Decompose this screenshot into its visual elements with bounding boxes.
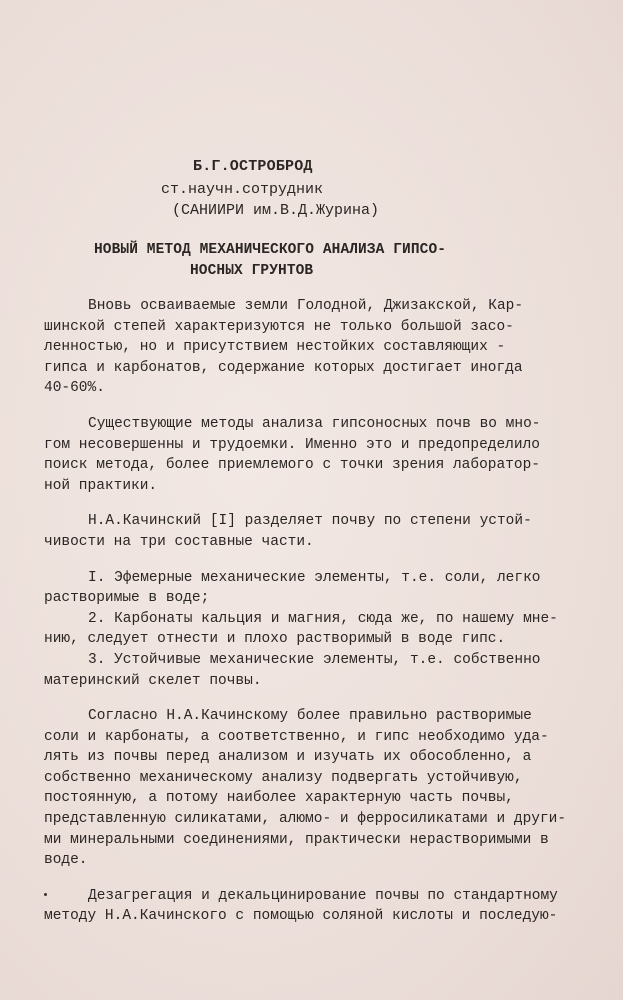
- text-line: постоянную, а потому наиболее характерную часть почвы,: [44, 790, 514, 807]
- paragraph-6: [44, 886, 600, 927]
- text-line: воде.: [44, 852, 88, 869]
- title-line-1: НОВЫЙ МЕТОД МЕХАНИЧЕСКОГО АНАЛИЗА ГИПСО-: [94, 242, 447, 258]
- text-line: представленную силикатами, алюмо- и ферросиликатами и други-: [44, 811, 567, 828]
- text-line: поиск метода, более приемлемого с точки зрения лаборатор-: [44, 457, 540, 474]
- text-line: чивости на три составные части.: [44, 533, 314, 550]
- paper-speck: [44, 893, 47, 896]
- paragraph-4-list: [44, 568, 600, 692]
- list-item: 2. Карбонаты кальция и магния, сюда же, по нашему мне-: [88, 610, 558, 627]
- text-line: материнский скелет почвы.: [44, 672, 262, 689]
- paragraph-1: [44, 296, 600, 399]
- text-line: Дезагрегация и декальцинирование почвы по стандартному: [88, 887, 558, 904]
- text-line: гипса и карбонатов, содержание которых достигает иногда: [44, 359, 523, 376]
- text-line: методу Н.А.Качинского с помощью соляной кислоты и последую-: [44, 908, 558, 925]
- list-item: I. Эфемерные механические элементы, т.е. соли, легко: [88, 569, 541, 586]
- text-line: Согласно Н.А.Качинскому более правильно растворимые: [88, 708, 532, 725]
- article-body: [44, 296, 600, 927]
- text-line: соли и карбонаты, а соответственно, и гипс необходимо уда-: [44, 728, 549, 745]
- list-item: 3. Устойчивые механические элементы, т.е. собственно: [88, 651, 541, 668]
- text-line: ной практики.: [44, 477, 158, 494]
- text-line: шинской степей характеризуются не только большой засо-: [44, 318, 514, 335]
- text-line: гом несовершенны и трудоемки. Именно это и предопределило: [44, 436, 540, 453]
- text-line: ленностью, но и присутствием нестойких составляющих -: [44, 339, 506, 356]
- text-line: лять из почвы перед анализом и изучать их обособленно, а: [44, 749, 532, 766]
- title-line-2: НОСНЫХ ГРУНТОВ: [190, 263, 314, 279]
- text-line: собственно механическому анализу подвергать устойчивую,: [44, 769, 523, 786]
- author-name: Б.Г.ОСТРОБРОД: [193, 158, 313, 175]
- article-title: [94, 240, 514, 282]
- text-line: растворимые в воде;: [44, 590, 210, 607]
- paragraph-5: [44, 706, 600, 871]
- text-line: нию, следует отнести и плохо растворимый в воде гипс.: [44, 631, 506, 648]
- text-line: Н.А.Качинский [I] разделяет почву по степени устой-: [88, 513, 532, 530]
- text-line: Вновь осваиваемые земли Голодной, Джизакской, Кар-: [88, 298, 524, 314]
- text-line: 40-60%.: [44, 380, 105, 397]
- text-line: Существующие методы анализа гипсоносных почв во мно-: [88, 415, 541, 432]
- author-institution: (САНИИРИ им.В.Д.Журина): [172, 202, 380, 219]
- author-position: ст.научн.сотрудник: [161, 181, 324, 198]
- text-line: ми минеральными соединениями, практически нерастворимыми в: [44, 831, 549, 848]
- paragraph-2: [44, 414, 600, 496]
- paragraph-3: [44, 511, 600, 552]
